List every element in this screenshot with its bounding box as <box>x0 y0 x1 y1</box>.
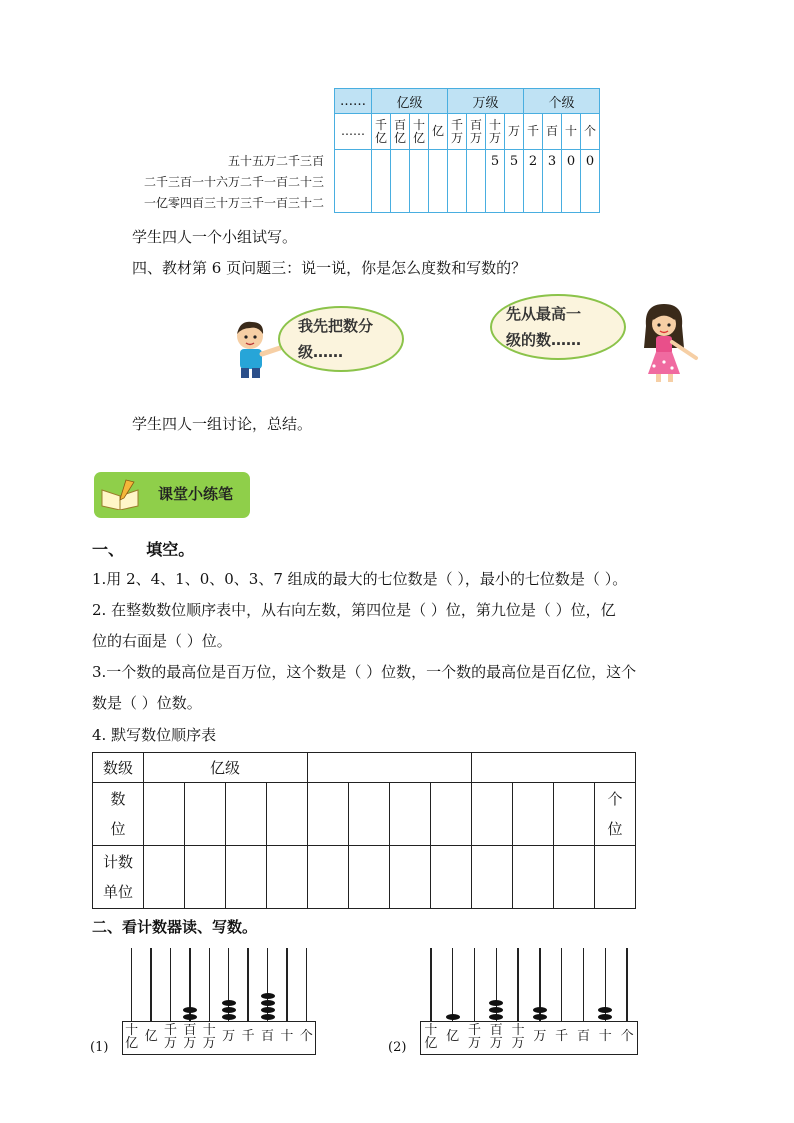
section-banner <box>94 472 250 518</box>
abacus-bead <box>533 1014 547 1020</box>
abacus-label: 十 亿 <box>424 1023 438 1051</box>
pv-digit-cell <box>429 150 448 213</box>
abacus-label: 十 <box>280 1029 294 1044</box>
abacus-rod <box>561 948 563 1021</box>
pv-ellipsis: …… <box>335 114 372 150</box>
number-word-line: 二千三百一十六万二千一百二十三 <box>143 175 324 189</box>
speech-bubble-boy: 我先把数分 级…… <box>278 306 404 372</box>
abacus-label: 百 万 <box>183 1023 197 1051</box>
number-words <box>118 151 324 214</box>
pv-place-name: 十 亿 <box>410 114 429 150</box>
abacus-rod <box>583 948 585 1021</box>
question-4: 4. 默写数位顺序表 <box>92 726 217 744</box>
grid-blank-cell[interactable] <box>226 846 267 909</box>
abacus-bead <box>183 1014 197 1020</box>
grid-blank-cell[interactable] <box>472 783 513 846</box>
abacus-label: 十 亿 <box>125 1023 139 1051</box>
section-1-title: 一、 填空。 <box>92 540 195 559</box>
abacus-rod <box>452 948 454 1021</box>
pv-digit-cell <box>448 150 467 213</box>
pv-place-name: 亿 <box>429 114 448 150</box>
grid-label-shuji: 数级 <box>93 753 144 783</box>
abacus-bead <box>489 1000 503 1006</box>
boy-illustration <box>228 316 288 380</box>
abacus-1 <box>122 948 316 1054</box>
grid-group-blank[interactable] <box>472 753 636 783</box>
abacus-label: 十 万 <box>202 1023 216 1051</box>
pv-digit-cell: 2 <box>524 150 543 213</box>
question-2-line-2: 位的右面是（ ）位。 <box>92 632 232 650</box>
abacus-bead <box>598 1014 612 1020</box>
pv-place-name: 十 万 <box>486 114 505 150</box>
abacus-rod <box>286 948 288 1021</box>
pv-place-name: 千 <box>524 114 543 150</box>
pv-digit-cell <box>372 150 391 213</box>
girl-illustration <box>632 300 704 384</box>
grid-blank-cell[interactable] <box>226 783 267 846</box>
grid-blank-cell[interactable] <box>349 846 390 909</box>
paragraph-3: 学生四人一组讨论，总结。 <box>132 415 313 433</box>
pv-header-ellipsis: …… <box>335 89 372 114</box>
grid-label-shuwei: 数 位 <box>93 783 144 846</box>
abacus-bead <box>489 1014 503 1020</box>
grid-blank-cell[interactable] <box>267 846 308 909</box>
number-word-line: 五十五万二千三百 <box>227 154 324 168</box>
pv-digit-cell: 0 <box>562 150 581 213</box>
grid-label-jishudanwei: 计数 单位 <box>93 846 144 909</box>
abacus-rod <box>517 948 519 1021</box>
grid-blank-cell[interactable] <box>595 846 636 909</box>
pv-digit-cell <box>467 150 486 213</box>
abacus-bead <box>489 1007 503 1013</box>
grid-blank-cell[interactable] <box>554 846 595 909</box>
abacus-label: 亿 <box>446 1029 460 1044</box>
blank-place-value-grid <box>92 752 636 909</box>
question-2-line-1: 2. 在整数数位顺序表中，从右向左数，第四位是（ ）位，第九位是（ ）位，亿 <box>92 601 616 619</box>
pv-place-name: 百 万 <box>467 114 486 150</box>
abacus-bead <box>183 1007 197 1013</box>
abacus-label: 百 <box>260 1029 274 1044</box>
abacus-rod <box>150 948 152 1021</box>
question-3-line-2: 数是（ ）位数。 <box>92 694 202 712</box>
abacus-bead <box>261 1007 275 1013</box>
pv-header-wan: 万级 <box>448 89 524 114</box>
grid-blank-cell[interactable] <box>390 846 431 909</box>
grid-blank-cell[interactable] <box>308 783 349 846</box>
question-3-line-1: 3.一个数的最高位是百万位，这个数是（ ）位数，一个数的最高位是百亿位，这个 <box>92 663 637 681</box>
grid-blank-cell[interactable] <box>554 783 595 846</box>
abacus-bead <box>446 1014 460 1020</box>
abacus-bead <box>261 1000 275 1006</box>
abacus-label: 十 万 <box>511 1023 525 1051</box>
abacus-rod <box>306 948 308 1021</box>
pv-place-name: 百 <box>543 114 562 150</box>
section-2-title: 二、看计数器读、写数。 <box>92 918 258 936</box>
grid-blank-cell[interactable] <box>513 846 554 909</box>
abacus-1-index: (1) <box>90 1040 109 1055</box>
abacus-bead <box>533 1007 547 1013</box>
grid-blank-cell[interactable] <box>144 846 185 909</box>
abacus-rod <box>626 948 628 1021</box>
pv-place-name: 千 亿 <box>372 114 391 150</box>
pv-place-name: 个 <box>581 114 600 150</box>
book-pencil-icon <box>100 478 140 510</box>
pv-header-yi: 亿级 <box>372 89 448 114</box>
abacus-bead <box>261 1014 275 1020</box>
question-1: 1.用 2、4、1、0、0、3、7 组成的最大的七位数是（ ），最小的七位数是（ ）。 <box>92 570 628 588</box>
pv-digit-cell: 0 <box>581 150 600 213</box>
abacus-label: 个 <box>620 1029 634 1044</box>
abacus-label: 十 <box>598 1029 612 1044</box>
grid-blank-cell[interactable] <box>185 783 226 846</box>
abacus-label: 千 <box>555 1029 569 1044</box>
abacus-rod <box>209 948 211 1021</box>
abacus-2-index: (2) <box>388 1040 407 1055</box>
abacus-bead <box>222 1014 236 1020</box>
pv-digit-cell <box>391 150 410 213</box>
grid-blank-cell[interactable] <box>267 783 308 846</box>
abacus-2 <box>420 948 638 1054</box>
grid-blank-cell[interactable] <box>349 783 390 846</box>
abacus-bead <box>598 1007 612 1013</box>
grid-blank-cell[interactable] <box>185 846 226 909</box>
grid-blank-cell[interactable] <box>144 783 185 846</box>
abacus-rod <box>131 948 133 1021</box>
pv-place-name: 万 <box>505 114 524 150</box>
pv-digit-cell: 3 <box>543 150 562 213</box>
abacus-rod <box>247 948 249 1021</box>
abacus-rod <box>430 948 432 1021</box>
abacus-label: 万 <box>222 1029 236 1044</box>
abacus-bead <box>261 993 275 999</box>
place-value-table <box>334 88 600 213</box>
abacus-rod <box>170 948 172 1021</box>
abacus-label: 百 <box>576 1029 590 1044</box>
pv-place-name: 百 亿 <box>391 114 410 150</box>
abacus-label: 千 万 <box>163 1023 177 1051</box>
abacus-label: 百 万 <box>489 1023 503 1051</box>
paragraph-2: 四、教材第 6 页问题三：说一说，你是怎么度数和写数的？ <box>132 259 527 277</box>
abacus-label: 个 <box>299 1029 313 1044</box>
abacus-rod <box>474 948 476 1021</box>
grid-blank-cell[interactable] <box>513 783 554 846</box>
abacus-label: 千 <box>241 1029 255 1044</box>
number-word-line: 一亿零四百三十万三千一百三十二 <box>143 196 324 210</box>
paragraph-1: 学生四人一个小组试写。 <box>132 228 298 246</box>
banner-title: 课堂小练笔 <box>158 485 234 503</box>
grid-blank-cell[interactable] <box>431 783 472 846</box>
abacus-bead <box>222 1000 236 1006</box>
pv-digit-cell: 5 <box>505 150 524 213</box>
grid-blank-cell[interactable] <box>472 846 513 909</box>
pv-header-ge: 个级 <box>524 89 600 114</box>
grid-group-yi: 亿级 <box>144 753 308 783</box>
pv-place-name: 十 <box>562 114 581 150</box>
grid-blank-cell[interactable] <box>390 783 431 846</box>
abacus-label: 千 万 <box>467 1023 481 1051</box>
grid-group-blank[interactable] <box>308 753 472 783</box>
pv-digit-cell <box>410 150 429 213</box>
abacus-label: 万 <box>533 1029 547 1044</box>
speech-bubble-girl: 先从最高一 级的数…… <box>490 294 626 360</box>
grid-cell-ge-wei: 个 位 <box>595 783 636 846</box>
grid-blank-cell[interactable] <box>308 846 349 909</box>
abacus-label: 亿 <box>144 1029 158 1044</box>
abacus-bead <box>222 1007 236 1013</box>
pv-digit-cell: 5 <box>486 150 505 213</box>
pv-digit-cell <box>335 150 372 213</box>
grid-blank-cell[interactable] <box>431 846 472 909</box>
pv-place-name: 千 万 <box>448 114 467 150</box>
